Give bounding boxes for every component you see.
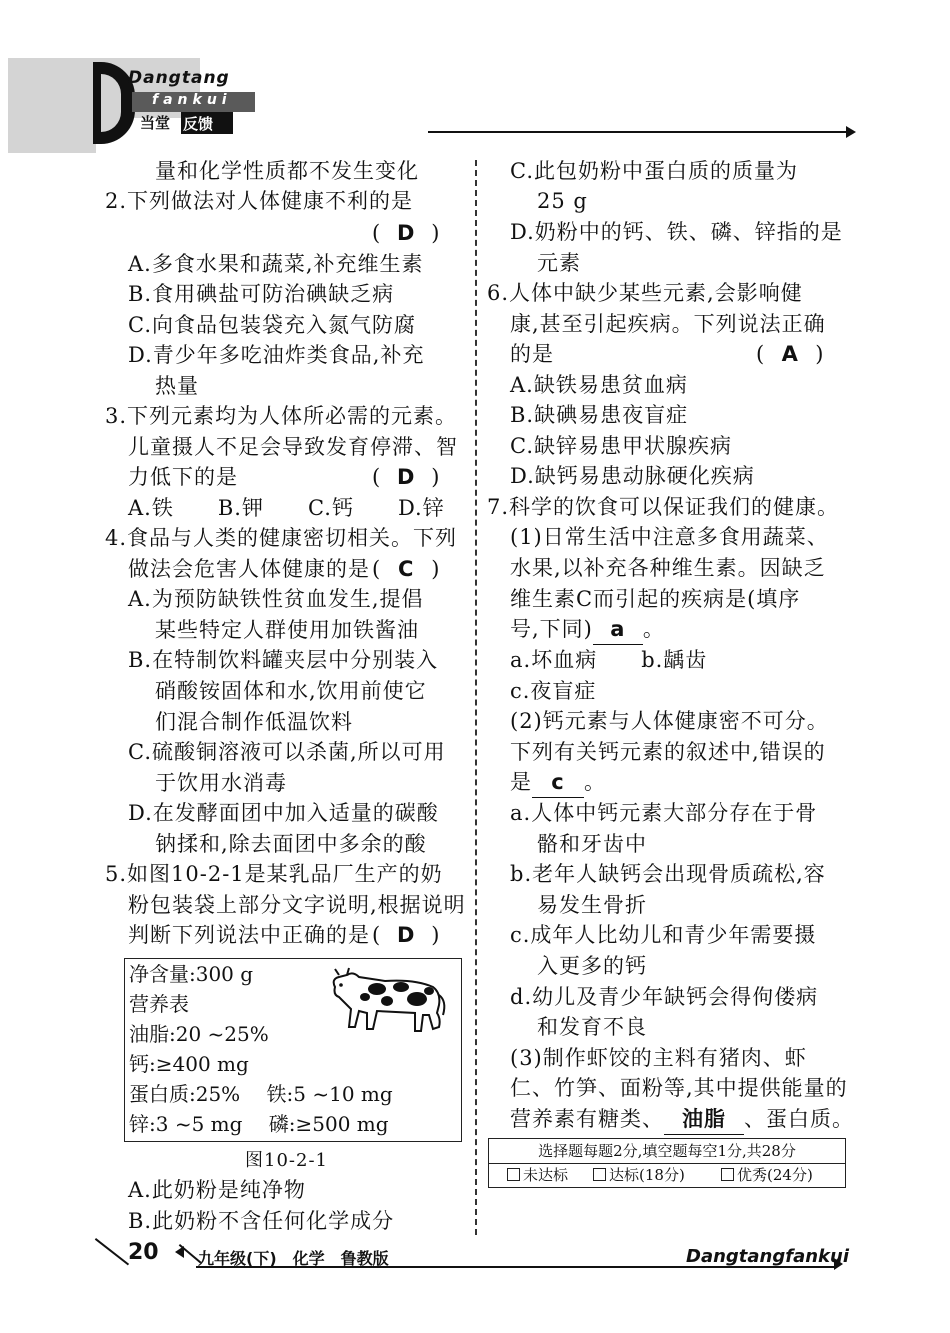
arrow-right-icon bbox=[834, 1258, 843, 1270]
text-line: A.多食水果和蔬菜,补充维生素 bbox=[128, 252, 424, 276]
text-line: 力低下的是 bbox=[128, 465, 238, 489]
score-box bbox=[488, 1138, 846, 1188]
footer-brand: Dangtangfankui bbox=[686, 1246, 849, 1267]
text-line: B.在特制饮料罐夹层中分别装入 bbox=[128, 648, 439, 672]
score-options bbox=[489, 1163, 845, 1187]
text-line: 儿童摄人不足会导致发育停滞、智 bbox=[128, 435, 458, 459]
figure-line-net-weight: 净含量:300 g bbox=[129, 962, 254, 986]
text-line: 水果,以补充各种维生素。因缺乏 bbox=[510, 556, 826, 580]
text-line: 骼和牙齿中 bbox=[537, 832, 647, 856]
text-line: 某些特定人群使用加铁酱油 bbox=[155, 618, 419, 642]
q7-3-answer: 油脂 bbox=[664, 1104, 744, 1135]
q7-2-suffix: 。 bbox=[584, 770, 606, 794]
q7-3-fill-line bbox=[510, 1104, 854, 1135]
text-line: 仁、竹笋、面粉等,其中提供能量的 bbox=[510, 1076, 848, 1100]
text-line: c.夜盲症 bbox=[510, 679, 597, 703]
text-line: B.缺碘易患夜盲症 bbox=[510, 403, 689, 427]
text-line: 康,甚至引起疾病。下列说法正确 bbox=[510, 312, 826, 336]
text-line: 元素 bbox=[537, 251, 581, 275]
q7-1-suffix: 。 bbox=[642, 617, 665, 641]
logo-text-dangtang: Dangtang bbox=[128, 68, 230, 88]
answer-bracket: ( C ) bbox=[372, 554, 440, 584]
option-reached[interactable] bbox=[593, 1163, 685, 1187]
figure-line-nutrition: 营养表 bbox=[129, 992, 189, 1016]
text-line: A.缺铁易患贫血病 bbox=[510, 373, 688, 397]
option-not-reached-label: 未达标 bbox=[523, 1166, 569, 1184]
cow-illustration bbox=[325, 965, 450, 1037]
answer-bracket: ( A ) bbox=[756, 339, 824, 369]
text-line: 6.人体中缺少某些元素,会影响健 bbox=[487, 281, 803, 305]
q7-3-suffix: 、蛋白质。 bbox=[744, 1107, 854, 1131]
checkbox-icon bbox=[507, 1168, 520, 1181]
text-line: 判断下列说法中正确的是 bbox=[128, 923, 370, 947]
text-line: 于饮用水消毒 bbox=[155, 771, 287, 795]
answer-letter: D bbox=[396, 221, 416, 245]
logo-text-fankui-cn: 反馈 bbox=[183, 115, 214, 133]
text-line: 做法会危害人体健康的是 bbox=[128, 557, 370, 581]
text-line: 热量 bbox=[155, 374, 199, 398]
text-line: A.铁 B.钾 C.钙 D.锌 bbox=[128, 496, 445, 520]
option-not-reached[interactable] bbox=[507, 1163, 568, 1187]
answer-letter: D bbox=[396, 465, 416, 489]
text-line: d.幼儿及青少年缺钙会得佝偻病 bbox=[510, 985, 819, 1009]
text-line: 4.食品与人类的健康密切相关。下列 bbox=[105, 526, 458, 550]
text-line: 25 g bbox=[537, 189, 588, 213]
text-line: (1)日常生活中注意多食用蔬菜、 bbox=[510, 525, 829, 549]
text-line: a.人体中钙元素大部分存在于骨 bbox=[510, 801, 818, 825]
text-line: 2.下列做法对人体健康不利的是 bbox=[105, 189, 414, 213]
arrow-right-icon bbox=[846, 126, 856, 138]
column-divider bbox=[475, 160, 477, 1235]
text-line: D.缺钙易患动脉硬化疾病 bbox=[510, 464, 755, 488]
text-line: D.在发酵面团中加入适量的碳酸 bbox=[128, 801, 439, 825]
text-line: c.成年人比幼儿和青少年需要摄 bbox=[510, 923, 817, 947]
text-line: B.食用碘盐可防治碘缺乏病 bbox=[128, 282, 395, 306]
text-line: 钠揉和,除去面团中多余的酸 bbox=[155, 832, 427, 856]
text-line: B.此奶粉不含任何化学成分 bbox=[128, 1209, 395, 1233]
footer-slash bbox=[95, 1238, 129, 1265]
q7-1-answer: a bbox=[593, 614, 643, 645]
figure-line-calcium: 钙:≥400 mg bbox=[129, 1052, 249, 1076]
option-excellent[interactable] bbox=[721, 1163, 813, 1187]
text-line: b.老年人缺钙会出现骨质疏松,容 bbox=[510, 862, 826, 886]
footer-book-info: 九年级(下) 化学 鲁教版 bbox=[198, 1249, 389, 1268]
page-number: 20 bbox=[128, 1240, 159, 1265]
logo-text-fankui: fankui bbox=[152, 92, 232, 108]
milk-powder-label-figure bbox=[124, 958, 462, 1142]
text-line: 粉包装袋上部分文字说明,根据说明 bbox=[128, 893, 466, 917]
text-line: D.青少年多吃油炸类食品,补充 bbox=[128, 343, 425, 367]
checkbox-icon bbox=[721, 1168, 734, 1181]
score-rule: 选择题每题2分,填空题每空1分,共28分 bbox=[489, 1139, 845, 1164]
text-line: 和发育不良 bbox=[537, 1015, 647, 1039]
text-line: C.硫酸铜溶液可以杀菌,所以可用 bbox=[128, 740, 446, 764]
q7-3-prefix: 营养素有糖类、 bbox=[510, 1107, 664, 1131]
answer-letter: D bbox=[396, 923, 416, 947]
text-line: 下列有关钙元素的叙述中,错误的 bbox=[510, 740, 826, 764]
text-line: 维生素C而引起的疾病是(填序 bbox=[510, 587, 801, 611]
text-line: (3)制作虾饺的主料有猪肉、虾 bbox=[510, 1046, 807, 1070]
text-line: 易发生骨折 bbox=[537, 893, 647, 917]
text-line: D.奶粉中的钙、铁、磷、锌指的是 bbox=[510, 220, 843, 244]
text-line: a.坏血病 b.龋齿 bbox=[510, 648, 708, 672]
text-line: 入更多的钙 bbox=[537, 954, 647, 978]
header-gray-block bbox=[8, 58, 96, 153]
text-line: A.此奶粉是纯净物 bbox=[128, 1178, 306, 1202]
answer-letter: A bbox=[781, 342, 799, 366]
checkbox-icon bbox=[593, 1168, 606, 1181]
figure-caption: 图10-2-1 bbox=[245, 1150, 328, 1171]
q7-1-fill-line bbox=[510, 614, 665, 645]
q7-1-prefix: 号,下同) bbox=[510, 617, 593, 641]
answer-bracket: ( D ) bbox=[372, 218, 440, 248]
figure-line-protein-iron: 蛋白质:25% 铁:5 ~10 mg bbox=[129, 1082, 393, 1106]
option-excellent-label: 优秀(24分) bbox=[737, 1166, 813, 1184]
answer-bracket: ( D ) bbox=[372, 462, 440, 492]
q7-2-prefix: 是 bbox=[510, 770, 532, 794]
answer-letter: C bbox=[397, 557, 415, 581]
text-line: 3.下列元素均为人体所必需的元素。 bbox=[105, 404, 458, 428]
text-line: C.此包奶粉中蛋白质的质量为 bbox=[510, 159, 798, 183]
figure-line-zinc-phosphorus: 锌:3 ~5 mg 磷:≥500 mg bbox=[129, 1112, 389, 1136]
text-line: C.向食品包装袋充入氮气防腐 bbox=[128, 313, 416, 337]
text-line: 量和化学性质都不发生变化 bbox=[155, 159, 419, 183]
q7-2-answer: c bbox=[532, 767, 584, 798]
text-line: A.为预防缺铁性贫血发生,提倡 bbox=[128, 587, 424, 611]
q7-2-fill-line bbox=[510, 767, 606, 798]
text-line: 7.科学的饮食可以保证我们的健康。 bbox=[487, 495, 840, 519]
option-reached-label: 达标(18分) bbox=[609, 1166, 685, 1184]
text-line: 们混合制作低温饮料 bbox=[155, 710, 353, 734]
text-line: C.缺锌易患甲状腺疾病 bbox=[510, 434, 732, 458]
text-line: 5.如图10-2-1是某乳品厂生产的奶 bbox=[105, 862, 443, 886]
answer-bracket: ( D ) bbox=[372, 920, 440, 950]
logo-text-dangtang-cn: 当堂 bbox=[140, 114, 171, 132]
text-line: 硝酸铵固体和水,饮用前使它 bbox=[155, 679, 427, 703]
figure-line-fat: 油脂:20 ~25% bbox=[129, 1022, 269, 1046]
text-line: (2)钙元素与人体健康密不可分。 bbox=[510, 709, 829, 733]
header-rule bbox=[428, 131, 846, 133]
text-line: 的是 bbox=[510, 342, 554, 366]
